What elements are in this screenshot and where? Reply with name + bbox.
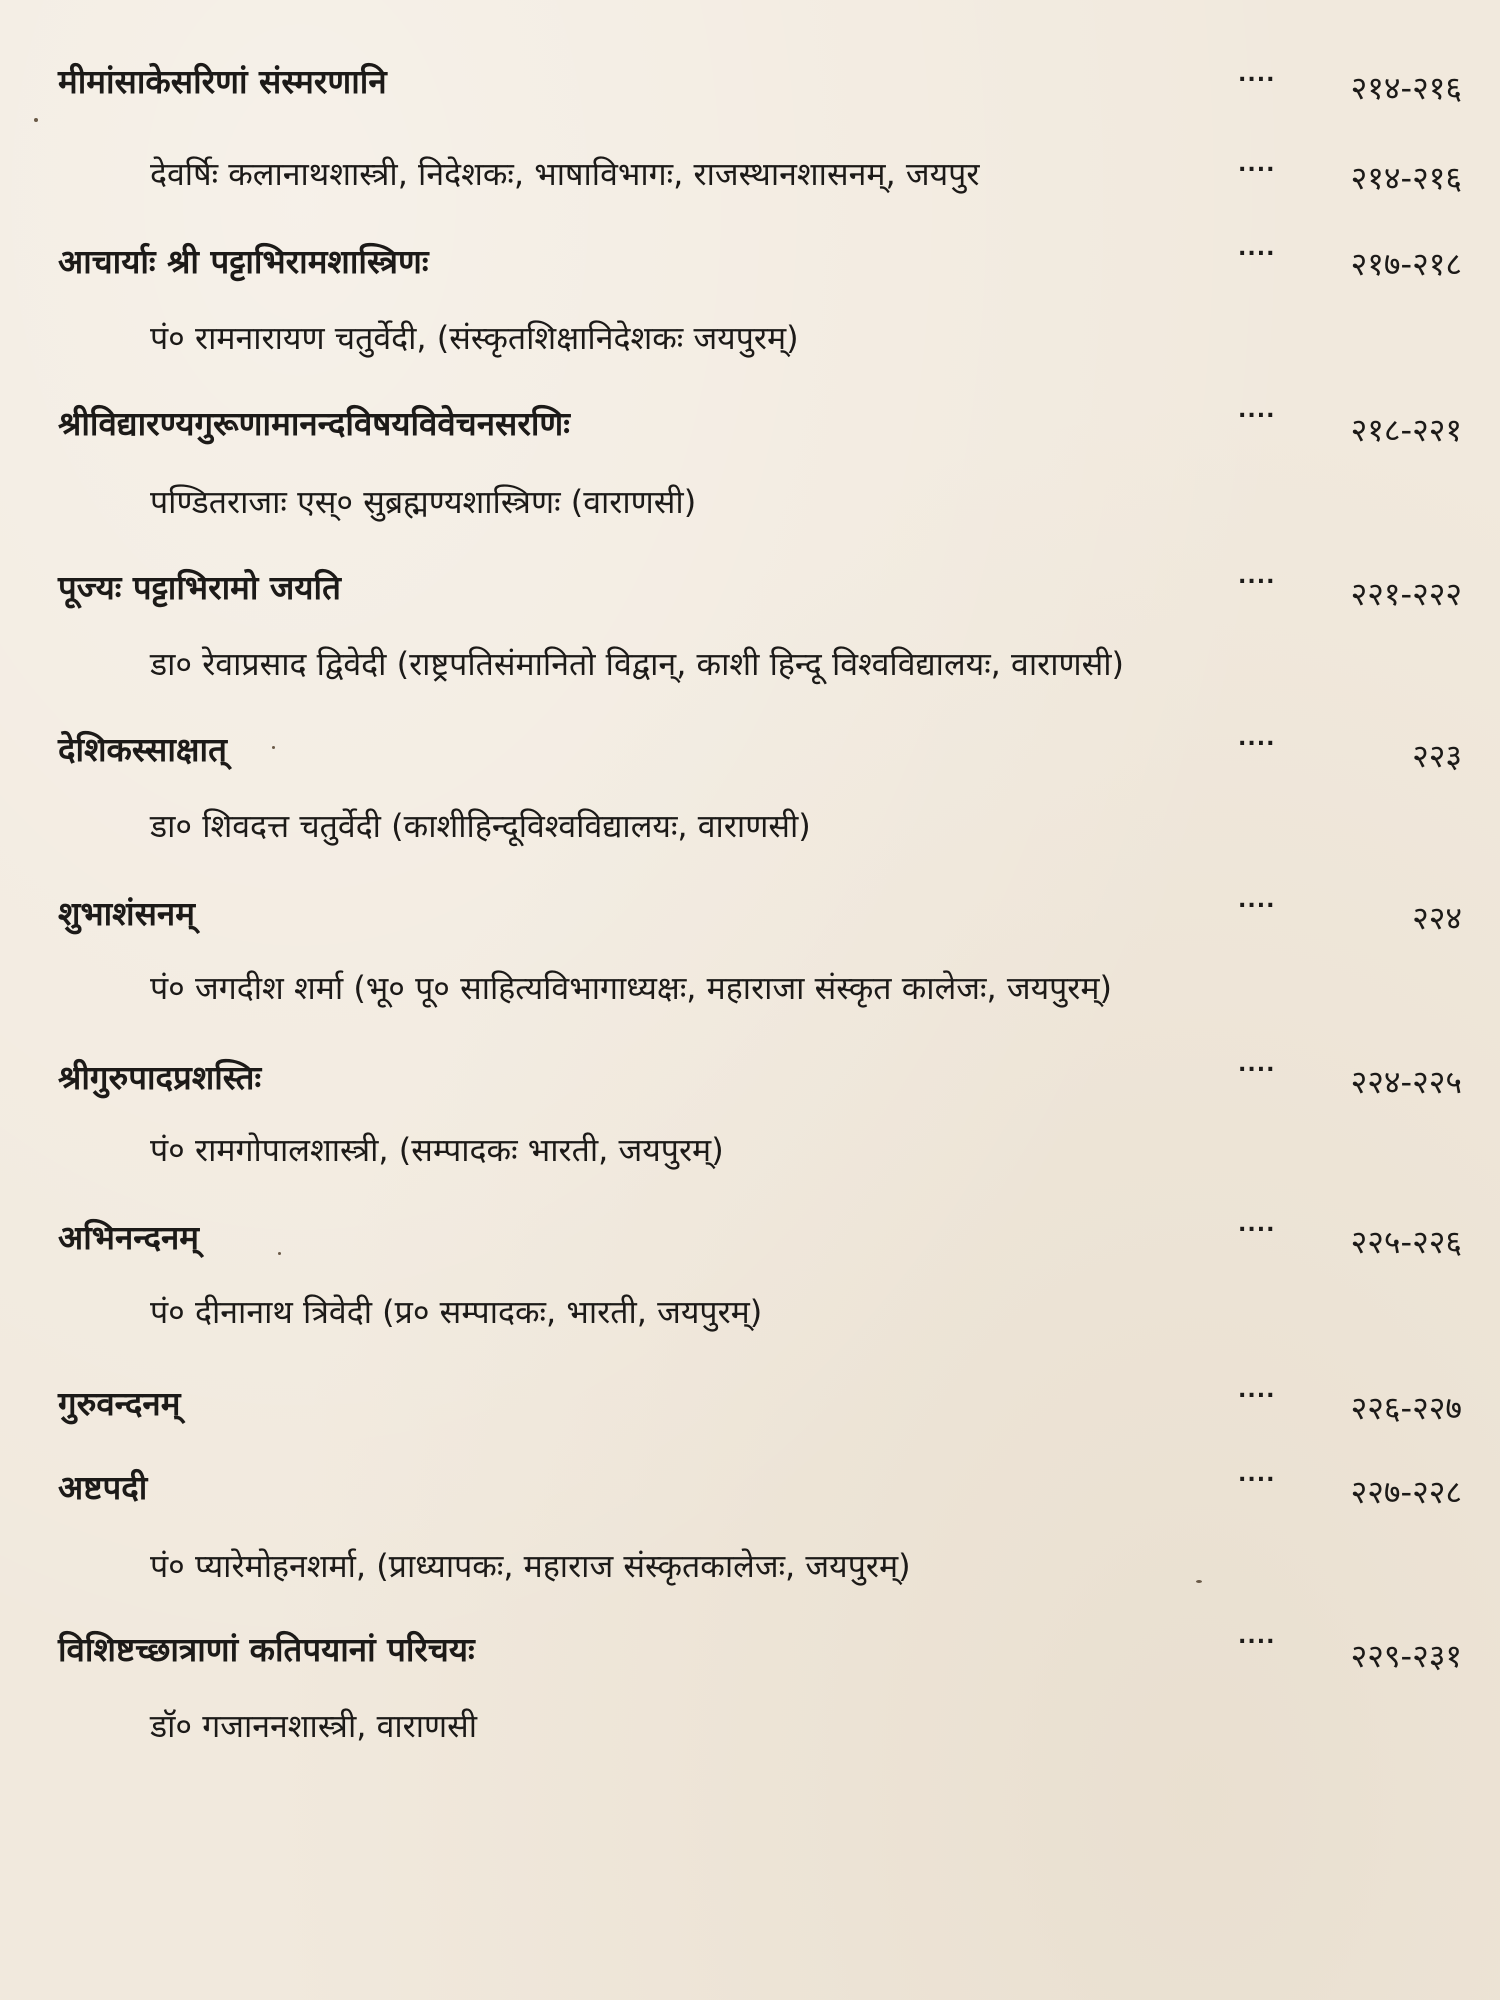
- entry-title: देशिकस्साक्षात्: [58, 730, 227, 769]
- page-range: २२४: [1412, 899, 1462, 937]
- page-range: २१८-२२१: [1350, 411, 1462, 449]
- page-range: २२४-२२५: [1350, 1063, 1462, 1101]
- entry-title: श्रीविद्यारण्यगुरूणामानन्दविषयविवेचनसरणिः: [58, 404, 570, 443]
- entry-author: पं० जगदीश शर्मा (भू० पू० साहित्यविभागाध्यक्षः, महाराजा संस्कृत कालेजः, जयपुरम्): [150, 969, 1113, 1007]
- entry-author: पं० प्यारेमोहनशर्मा, (प्राध्यापकः, महाराज संस्कृतकालेजः, जयपुरम्): [150, 1547, 911, 1585]
- leader-dots: ....: [1238, 62, 1276, 87]
- page-range: २१७-२१८: [1350, 245, 1462, 283]
- leader-dots: ....: [1238, 1212, 1276, 1237]
- leader-dots: ....: [1238, 1462, 1276, 1487]
- page-range: २२६-२२७: [1350, 1389, 1462, 1427]
- paper-speck: [278, 1252, 281, 1255]
- page-range: २२३: [1412, 737, 1462, 775]
- entry-author: पं० रामनारायण चतुर्वेदी, (संस्कृतशिक्षानिदेशकः जयपुरम्): [150, 319, 799, 357]
- entry-title: अष्टपदी: [58, 1468, 148, 1507]
- page-range: २२१-२२२: [1350, 575, 1462, 613]
- page-range: २२७-२२८: [1350, 1473, 1462, 1511]
- page-range: २१४-२१६: [1350, 69, 1462, 107]
- leader-dots: ....: [1238, 1378, 1276, 1403]
- leader-dots: ....: [1238, 398, 1276, 423]
- entry-title: विशिष्टच्छात्राणां कतिपयानां परिचयः: [58, 1630, 475, 1669]
- page-range: २२५-२२६: [1350, 1223, 1462, 1261]
- entry-title: पूज्यः पट्टाभिरामो जयति: [58, 568, 341, 607]
- page-range: २२९-२३१: [1350, 1637, 1462, 1675]
- leader-dots: ....: [1238, 1624, 1276, 1649]
- paper-speck: [1196, 1580, 1202, 1583]
- entry-author: पण्डितराजाः एस्० सुब्रह्मण्यशास्त्रिणः (वाराणसी): [150, 483, 697, 521]
- entry-title: शुभाशंसनम्: [58, 894, 195, 933]
- leader-dots: ....: [1238, 726, 1276, 751]
- entry-title: श्रीगुरुपादप्रशस्तिः: [58, 1058, 262, 1097]
- leader-dots: ....: [1238, 564, 1276, 589]
- paper-speck: [34, 118, 38, 122]
- entry-author: डॉ० गजाननशास्त्री, वाराणसी: [150, 1707, 478, 1745]
- page-range: २१४-२१६: [1350, 159, 1462, 197]
- leader-dots: ....: [1238, 1052, 1276, 1077]
- entry-author: पं० दीनानाथ त्रिवेदी (प्र० सम्पादकः, भारती, जयपुरम्): [150, 1293, 763, 1331]
- leader-dots: ....: [1238, 888, 1276, 913]
- entry-title: आचार्याः श्री पट्टाभिरामशास्त्रिणः: [58, 242, 429, 281]
- entry-author: देवर्षिः कलानाथशास्त्री, निदेशकः, भाषाविभागः, राजस्थानशासनम्, जयपुर: [150, 155, 980, 193]
- leader-dots: ....: [1238, 152, 1276, 177]
- entry-title: गुरुवन्दनम्: [58, 1384, 181, 1423]
- entry-title: अभिनन्दनम्: [58, 1218, 200, 1257]
- leader-dots: ....: [1238, 236, 1276, 261]
- entry-author: डा० रेवाप्रसाद द्विवेदी (राष्ट्रपतिसंमानितो विद्वान्, काशी हिन्दू विश्वविद्यालयः, वाराणसी): [150, 645, 1125, 683]
- paper-speck: [272, 746, 275, 749]
- entry-title: मीमांसाकेसरिणां संस्मरणानि: [58, 62, 387, 101]
- entry-author: पं० रामगोपालशास्त्री, (सम्पादकः भारती, जयपुरम्): [150, 1131, 724, 1169]
- entry-author: डा० शिवदत्त चतुर्वेदी (काशीहिन्दूविश्वविद्यालयः, वाराणसी): [150, 807, 811, 845]
